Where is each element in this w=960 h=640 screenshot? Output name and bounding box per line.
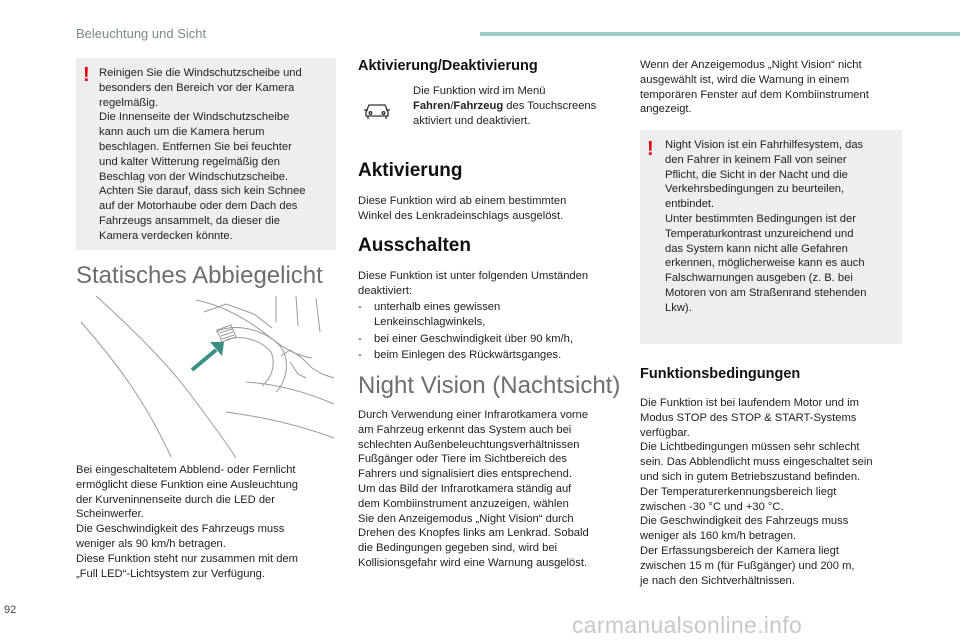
menu-activation-text: Die Funktion wird im Menü Fahren/Fahrzeug des Touchscreens aktiviert und deaktiviert.	[413, 85, 597, 127]
arrow-icon	[192, 342, 224, 370]
night-vision-heading: Night Vision (Nachtsicht)	[358, 372, 621, 399]
warning-icon: !	[83, 64, 90, 86]
list-item: - bei einer Geschwindigkeit über 90 km/h,	[358, 332, 628, 347]
night-vision-text: Durch Verwendung einer Infrarotkamera vorne am Fahrzeug erkennt das System auch bei schlechten Außenbeleuchtungsverhältnissen Fußgänger oder Tiere im Sichtbereich des Fahrers und signalisiert dies entsprechend. Um das Bild der Infrarotkamera ständig auf dem Kombiinstrument anzuzeigen, wählen Sie den Anzeigemodus „Night Vision“ durch Drehen des Knopfes links am Lenkrad. Sobald die Bedingungen gegeben sind, wird bei Kollisionsgefahr wird eine Warnung ausgelöst.	[358, 409, 589, 569]
ausschalten-list	[358, 300, 628, 365]
list-item: - beim Einlegen des Rückwärtsganges.	[358, 348, 628, 363]
aktivierung-heading: Aktivierung	[358, 160, 463, 181]
function-conditions-heading: Funktionsbedingungen	[640, 366, 801, 382]
headlight-illustration	[76, 292, 338, 460]
ausschalten-intro: Diese Funktion ist unter folgenden Umständen deaktiviert:	[358, 270, 589, 297]
watermark: carmanualsonline.info	[572, 612, 803, 638]
menu-fahrzeug-label: Fahrzeug	[453, 99, 504, 112]
warning-icon: !	[647, 138, 654, 160]
ausschalten-heading: Ausschalten	[358, 235, 471, 256]
night-vision-warning-box	[640, 130, 902, 344]
cleaning-warning-text: Reinigen Sie die Windschutzscheibe und besonders den Bereich vor der Kamera regelmäßig. Die Innenseite der Windschutzscheibe kann auch um die Kamera herum beschlagen. Entfernen Sie bei feuchter und kalter Witterung regelmäßig den Beschlag von der Windschutzscheibe. Achten Sie darauf, dass sich kein Schnee auf der Motorhaube oder dem Dach des Fahrzeugs ansammelt, da dieser die Kamera verdecken könnte.	[99, 67, 306, 242]
car-icon	[363, 100, 391, 125]
night-vision-window-text: Wenn der Anzeigemodus „Night Vision“ nicht ausgewählt ist, wird die Warnung in einem temporären Fenster auf dem Kombiinstrument angezeigt.	[640, 59, 869, 116]
function-conditions-text: Die Funktion ist bei laufendem Motor und im Modus STOP des STOP & START-Systems verfügbar. Die Lichtbedingungen müssen sehr schlecht sein. Das Abblendlicht muss eingeschaltet sein und sich in gutem Betriebszustand befinden. Der Temperaturerkennungsbereich liegt zwischen -30 °C und +30 °C. Die Geschwindigkeit des Fahrzeugs muss weniger als 160 km/h betragen. Der Erfassungsbereich der Kamera liegt zwischen 15 m (für Fußgänger) und 200 m, je nach den Sichtverhältnissen.	[640, 397, 873, 587]
static-cornering-light-text: Bei eingeschaltetem Abblend- oder Fernlicht ermöglicht diese Funktion eine Ausleuchtung der Kurveninnenseite durch die LED der Scheinwerfer. Die Geschwindigkeit des Fahrzeugs muss weniger als 90 km/h betragen. Diese Funktion steht nur zusammen mit dem „Full LED“-Lichtsystem zur Verfügung.	[76, 464, 299, 580]
menu-fahren-label: Fahren	[413, 99, 451, 112]
activation-deactivation-heading: Aktivierung/Deaktivierung	[358, 58, 538, 74]
cleaning-warning-box	[76, 58, 336, 250]
header-accent-bar	[480, 32, 960, 36]
list-item: - unterhalb eines gewissen Lenkeinschlagwinkels,	[358, 300, 628, 330]
night-vision-warning-text: Night Vision ist ein Fahrhilfesystem, das den Fahrer in keinem Fall von seiner Pflicht, die Sicht in der Nacht und die Verkehrsbedingungen zu beurteilen, entbindet. Unter bestimmten Bedingungen ist der Temperaturkontrast unzureichend und das System kann nicht alle Gefahren erkennen, möglicherweise kann es auch Falschwarnungen ausgeben (z. B. bei Motoren von am Straßenrand stehenden Lkw).	[665, 139, 867, 314]
static-cornering-light-heading: Statisches Abbiegelicht	[76, 262, 323, 289]
headlight-drawing	[76, 292, 338, 460]
section-title: Beleuchtung und Sicht	[76, 26, 207, 41]
aktivierung-text: Diese Funktion wird ab einem bestimmten Winkel des Lenkradeinschlags ausgelöst.	[358, 195, 567, 222]
page-number: 92	[4, 604, 17, 616]
